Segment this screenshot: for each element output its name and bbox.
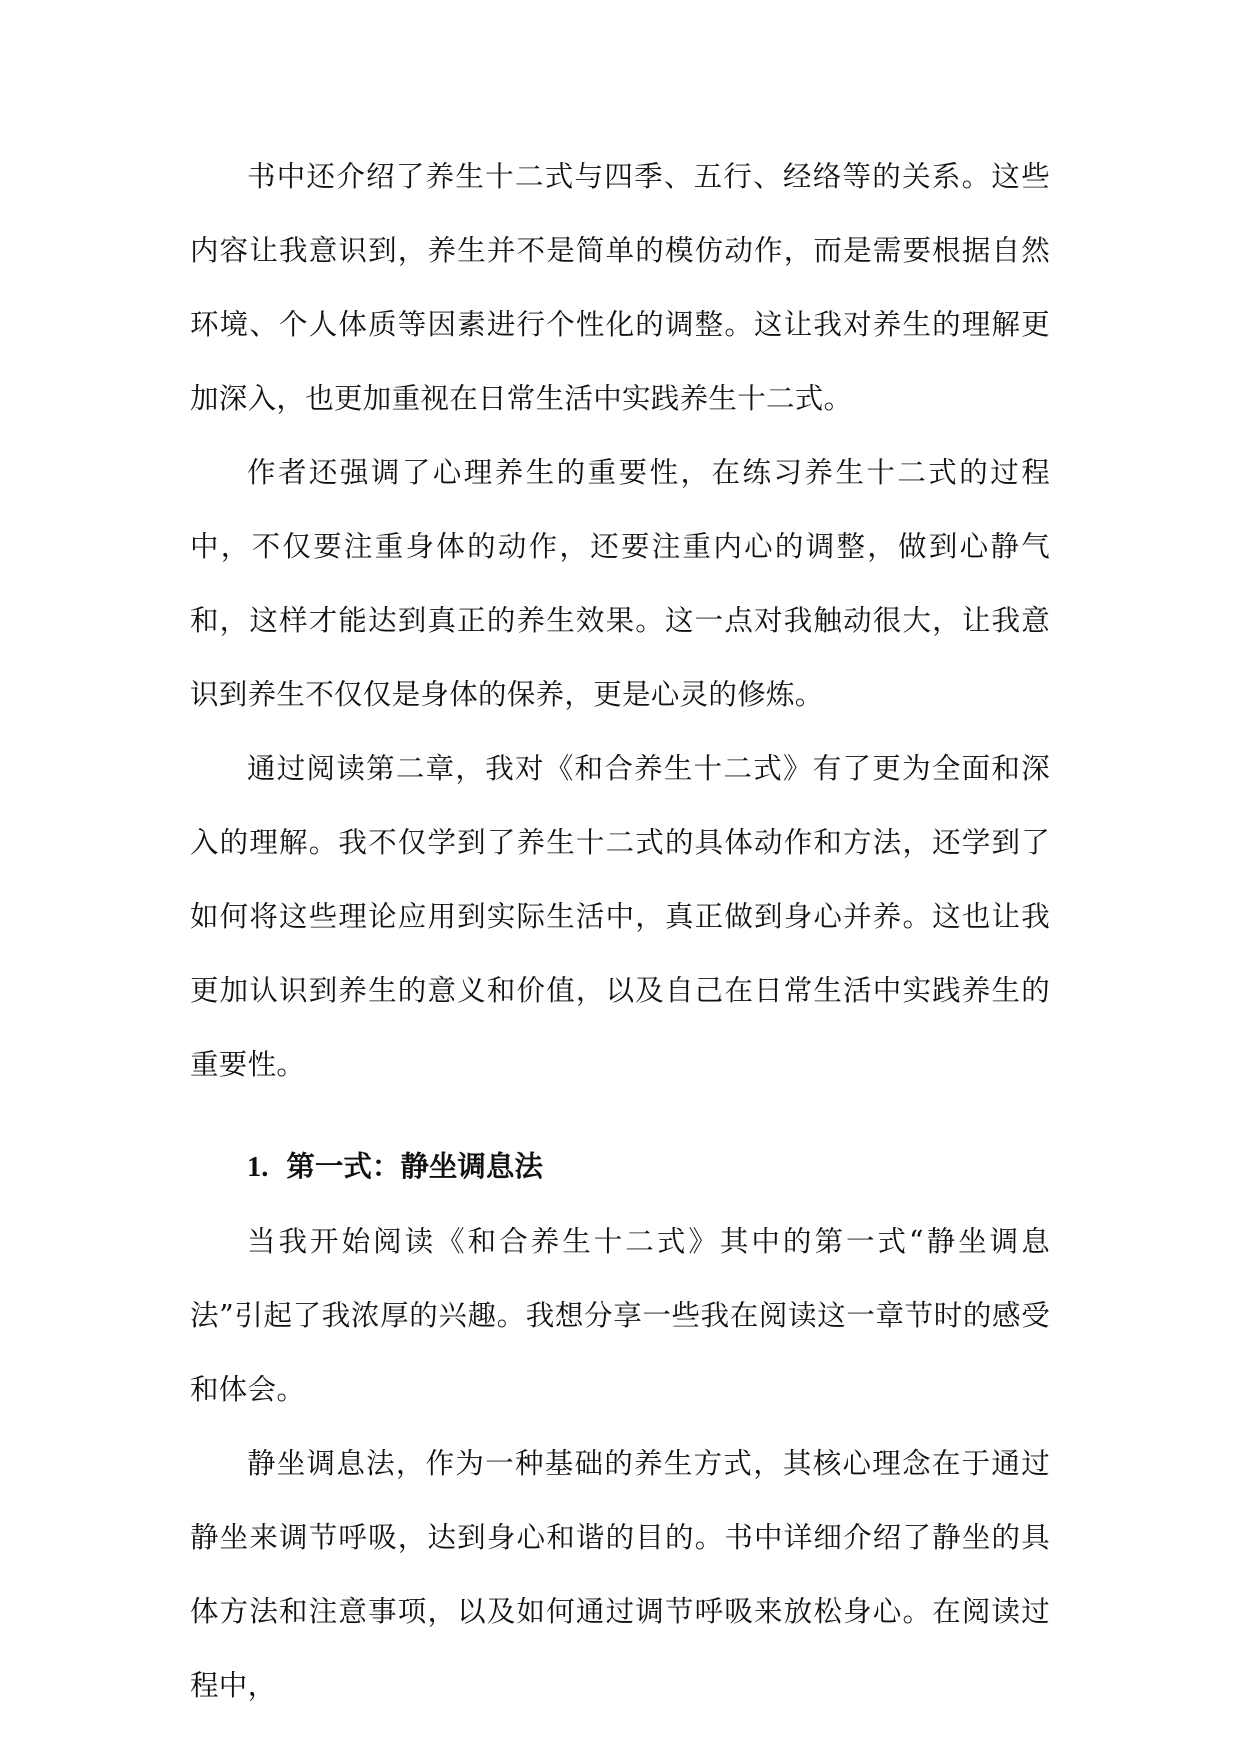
paragraph-first-form-intro: 当我开始阅读《和合养生十二式》其中的第一式“静坐调息法”引起了我浓厚的兴趣。我想分享一些我在阅读这一章节时的感受和体会。 <box>190 1225 1050 1406</box>
section-title: 第一式：静坐调息法 <box>286 1150 543 1183</box>
section-heading <box>190 1130 1050 1205</box>
paragraph-chapter-two-summary: 通过阅读第二章，我对《和合养生十二式》有了更为全面和深入的理解。我不仅学到了养生十二式的具体动作和方法，还学到了如何将这些理论应用到实际生活中，真正做到身心并养。这也让我更加认识到养生的意义和价值，以及自己在日常生活中实践养生的重要性。 <box>190 752 1050 1081</box>
paragraph-psychological-health: 作者还强调了心理养生的重要性，在练习养生十二式的过程中，不仅要注重身体的动作，还要注重内心的调整，做到心静气和，这样才能达到真正的养生效果。这一点对我触动很大，让我意识到养生不仅仅是身体的保养，更是心灵的修炼。 <box>190 456 1050 711</box>
section-number: 1. <box>247 1152 269 1183</box>
document-body <box>190 140 1050 1723</box>
paragraph-seasons-elements: 书中还介绍了养生十二式与四季、五行、经络等的关系。这些内容让我意识到，养生并不是简单的模仿动作，而是需要根据自然环境、个人体质等因素进行个性化的调整。这让我对养生的理解更加深入，也更加重视在日常生活中实践养生十二式。 <box>190 160 1050 415</box>
paragraph-first-form-description: 静坐调息法，作为一种基础的养生方式，其核心理念在于通过静坐来调节呼吸，达到身心和谐的目的。书中详细介绍了静坐的具体方法和注意事项，以及如何通过调节呼吸来放松身心。在阅读过程中， <box>190 1447 1050 1702</box>
